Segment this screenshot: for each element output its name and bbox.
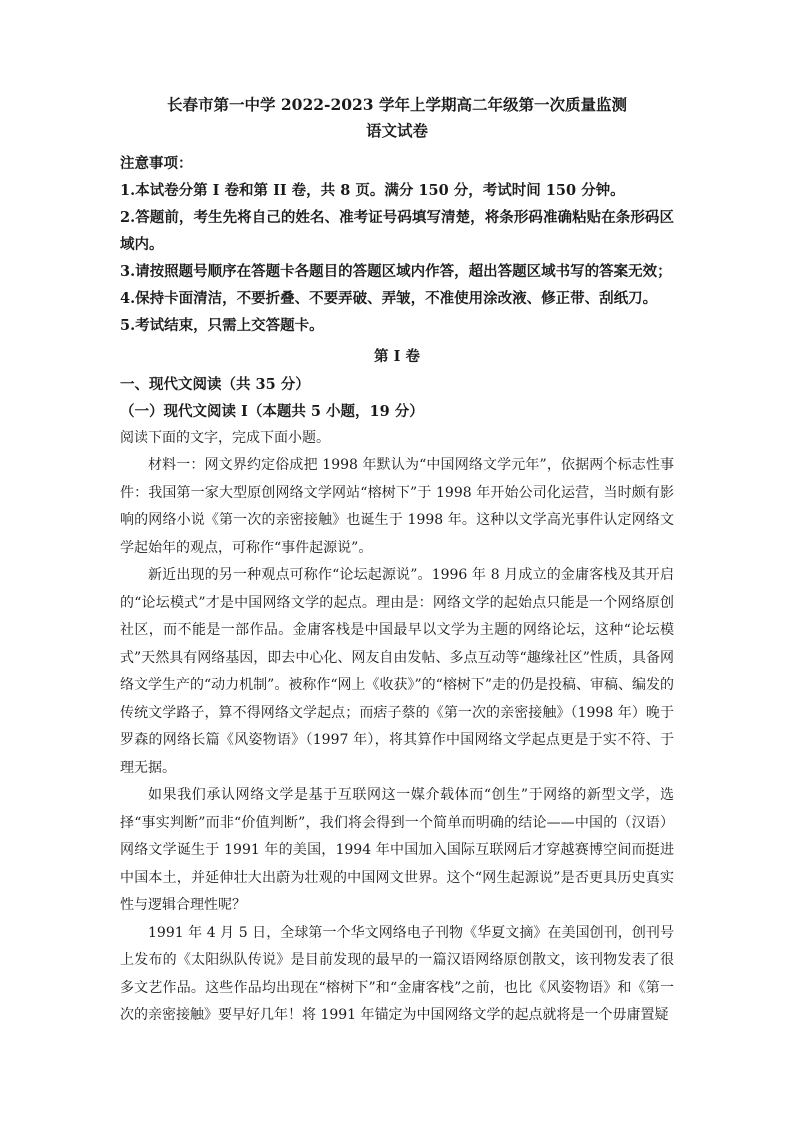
exam-title: 长春市第一中学 2022-2023 学年上学期高二年级第一次质量监测 — [166, 95, 627, 114]
notice-item-2: 2.答题前，考生先将自己的姓名、准考证号码填写清楚，将条形码准确粘贴在条形码区域内。 — [120, 209, 674, 253]
exam-subtitle: 语文试卷 — [365, 121, 428, 140]
passage-paragraph-1: 材料一：网文界约定俗成把 1998 年默认为“中国网络文学元年”，依据两个标志性事件：我国第一家大型原创网络文学网站“榕树下”于 1998 年开始公司化运营，当时颇有影响的网络小说《第一次的亲密接触》也诞生于 1998 年。这种以文学高光事件认定网络文学起始年的观点，可称作“事件起源说”。 — [120, 457, 674, 556]
passage-paragraph-4: 1991 年 4 月 5 日，全球第一个华文网络电子刊物《华夏文摘》在美国创刊，创刊号上发布的《太阳纵队传说》是目前发现的最早的一篇汉语网络原创散文，该刊物发表了很多文艺作品。这些作品均出现在“榕树下”和“金庸客栈”之前，也比《风姿物语》和《第一次的亲密接触》要早好几年！将 1991 年锚定为中国网络文学的起点就将是一个毋庸置疑 — [120, 924, 674, 1023]
section-title: 一、现代文阅读（共 35 分） — [120, 376, 310, 393]
notice-item-5: 5.考试结束，只需上交答题卡。 — [120, 317, 324, 334]
volume-title: 第 I 卷 — [374, 348, 420, 365]
notice-item-4: 4.保持卡面清洁，不要折叠、不要弄破、弄皱，不准使用涂改液、修正带、刮纸刀。 — [120, 290, 658, 307]
notice-block — [120, 150, 674, 339]
notice-item-3: 3.请按照题号顺序在答题卡各题目的答题区域内作答，超出答题区域书写的答案无效； — [120, 263, 672, 280]
subsection-title: （一）现代文阅读 I（本题共 5 小题，19 分） — [120, 403, 424, 420]
reading-instruction: 阅读下面的文字，完成下面小题。 — [120, 430, 330, 446]
notice-heading: 注意事项： — [120, 155, 193, 172]
passage-paragraph-2: 新近出现的另一种观点可称作“论坛起源说”。1996 年 8 月成立的金庸客栈及其开启的“论坛模式”才是中国网络文学的起点。理由是：网络文学的起始点只能是一个网络原创社区，而不能是一部作品。金庸客栈是中国最早以文学为主题的网络论坛，这种“论坛模式”天然具有网络基因，即去中心化、网友自由发帖、多点互动等“趣缘社区”性质，具备网络文学生产的“动力机制”。被称作“网上《收获》”的“榕树下”走的仍是投稿、审稿、编发的传统文学路子，算不得网络文学起点；而痞子蔡的《第一次的亲密接触》（1998 年）晚于罗森的网络长篇《风姿物语》（1997 年），将其算作中国网络文学起点更是于实不符、于理无据。 — [120, 567, 674, 776]
notice-item-1: 1.本试卷分第 I 卷和第 II 卷，共 8 页。满分 150 分，考试时间 150 分钟。 — [120, 182, 625, 199]
passage-paragraph-3: 如果我们承认网络文学是基于互联网这一媒介载体而“创生”于网络的新型文学，选择“事实判断”而非“价值判断”，我们将会得到一个简单而明确的结论——中国的（汉语）网络文学诞生于 1991 年的美国，1994 年中国加入国际互联网后才穿越赛博空间而挺进中国本土，并延伸壮大出蔚为壮观的中国网文世界。这个“网生起源说”是否更具历史真实性与逻辑合理性呢？ — [120, 787, 674, 913]
